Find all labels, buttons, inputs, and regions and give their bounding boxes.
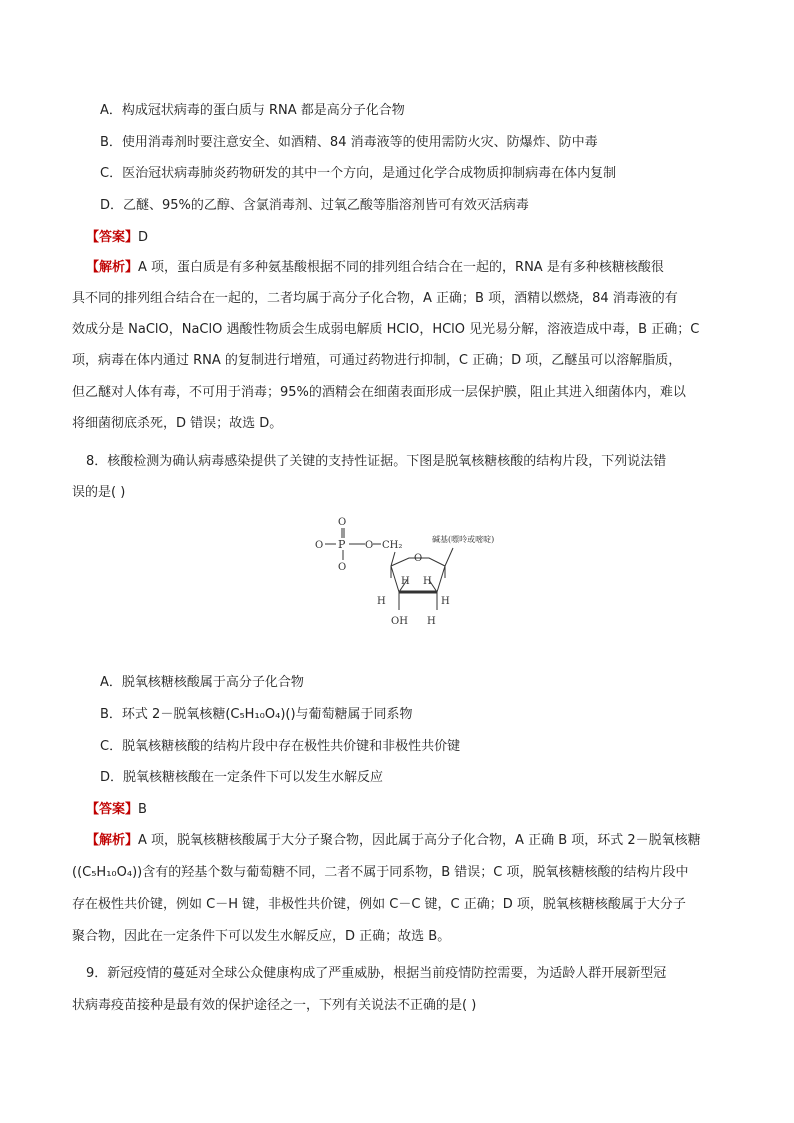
q9-stem: 9．新冠疫情的蔓延对全球公众健康构成了严重威胁，根据当前疫情防控需要，为适龄人群开展新型冠 (86, 966, 667, 981)
structure-svg (305, 512, 525, 632)
ch2-label: CH₂ (382, 540, 403, 551)
analysis-text: A 项，脱氧核糖核酸属于大分子聚合物，因此属于高分子化合物，A 正确 B 项，环式 2－脱氧核糖 (138, 833, 701, 848)
phosphorus-label: P (338, 538, 346, 551)
q8-option-a: A．脱氧核糖核酸属于高分子化合物 (100, 675, 304, 690)
q8-stem: 8．核酸检测为确认病毒感染提供了关键的支持性证据。下图是脱氧核糖核酸的结构片段，下列说法错 (86, 454, 667, 469)
q9-stem: 状病毒疫苗接种是最有效的保护途径之一，下列有关说法不正确的是( ) (72, 998, 477, 1013)
hydrogen-label: H (377, 596, 386, 607)
answer-tag: 【答案】 (86, 230, 139, 245)
q8-analysis-line (86, 831, 701, 851)
q8-analysis-line: 聚合物，因此在一定条件下可以发生水解反应，D 正确；故选 B。 (72, 929, 451, 944)
answer-tag: 【答案】 (86, 802, 139, 817)
deoxyribose-structure-figure (305, 512, 525, 636)
q8-option-c: C．脱氧核糖核酸的结构片段中存在极性共价键和非极性共价键 (100, 739, 461, 754)
hydroxyl-label: OH (391, 616, 408, 627)
q7-answer (86, 228, 148, 248)
oxygen-left-label: O (315, 540, 324, 551)
q7-analysis-line: 但乙醚对人体有毒，不可用于消毒；95%的酒精会在细菌表面形成一层保护膜，阻止其进入细菌体内，难以 (72, 385, 686, 400)
q8-option-d: D．脱氧核糖核酸在一定条件下可以发生水解反应 (100, 770, 384, 785)
q8-answer (86, 800, 147, 820)
q8-analysis-line: 存在极性共价键，例如 C－H 键，非极性共价键，例如 C－C 键，C 正确；D 项，脱氧核糖核酸属于大分子 (72, 897, 686, 912)
hydrogen-label: H (423, 576, 432, 587)
oxygen-link-label: O (365, 540, 374, 551)
answer-value: D (138, 230, 149, 245)
oxygen-top-label: O (338, 517, 347, 528)
analysis-tag: 【解析】 (86, 260, 139, 275)
q7-analysis-line: 项，病毒在体内通过 RNA 的复制进行增殖，可通过药物进行抑制，C 正确；D 项，乙醚虽可以溶解脂质， (72, 353, 682, 368)
q7-option-d: D．乙醚、95%的乙醇、含氯消毒剂、过氧乙酸等脂溶剂皆可有效灭活病毒 (100, 198, 529, 213)
q7-analysis-line (86, 258, 664, 278)
ring-oxygen-label: O (414, 553, 423, 564)
analysis-text: A 项，蛋白质是有多种氨基酸根据不同的排列组合结合在一起的，RNA 是有多种核糖核酸很 (138, 260, 664, 275)
hydrogen-label: H (401, 576, 410, 587)
q8-analysis-line: ((C₅H₁₀O₄))含有的羟基个数与葡萄糖不同，二者不属于同系物，B 错误；C 项，脱氧核糖核酸的结构片段中 (72, 865, 689, 880)
q8-option-b: B．环式 2－脱氧核糖(C₅H₁₀O₄)()与葡萄糖属于同系物 (100, 707, 413, 722)
q7-analysis-line: 效成分是 NaClO，NaClO 遇酸性物质会生成弱电解质 HClO，HClO 见光易分解，溶液造成中毒，B 正确；C (72, 322, 700, 337)
q8-stem: 误的是( ) (72, 485, 126, 500)
q7-analysis-line: 具不同的排列组合结合在一起的，二者均属于高分子化合物，A 正确；B 项，酒精以燃烧，84 消毒液的有 (72, 291, 678, 306)
base-label: 碱基(嘌呤或嘧啶) (432, 535, 495, 544)
analysis-tag: 【解析】 (86, 833, 139, 848)
hydrogen-label: H (427, 616, 436, 627)
q7-option-a: A．构成冠状病毒的蛋白质与 RNA 都是高分子化合物 (100, 103, 405, 118)
oxygen-bottom-label: O (338, 562, 347, 573)
q7-analysis-line: 将细菌彻底杀死，D 错误；故选 D。 (72, 416, 283, 431)
answer-value: B (138, 802, 147, 817)
q7-option-b: B．使用消毒剂时要注意安全、如酒精、84 消毒液等的使用需防火灾、防爆炸、防中毒 (100, 135, 598, 150)
hydrogen-label: H (441, 596, 450, 607)
q7-option-c: C．医治冠状病毒肺炎药物研发的其中一个方向，是通过化学合成物质抑制病毒在体内复制 (100, 166, 617, 181)
